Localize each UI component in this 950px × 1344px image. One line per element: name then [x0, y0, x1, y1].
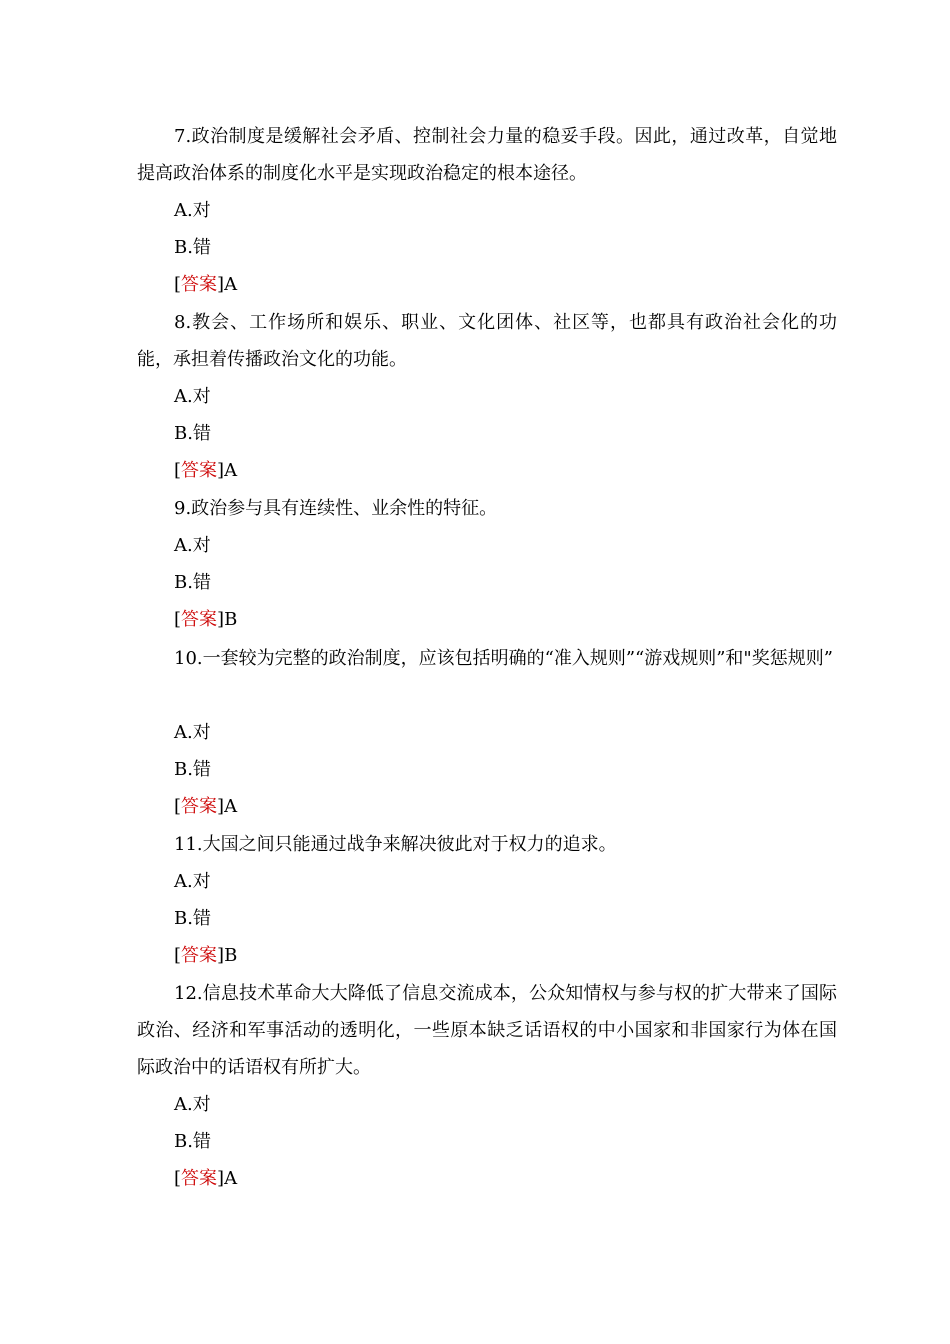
- answer-line: [答案]A: [174, 274, 238, 295]
- answer-label: 答案: [181, 274, 218, 295]
- option-a: A.对: [174, 722, 211, 743]
- option-a: A.对: [174, 200, 211, 221]
- option-b: B.错: [174, 908, 211, 929]
- question-text: 12.信息技术革命大大降低了信息交流成本，公众知情权与参与权的扩大带来了国际政治、经济和军事活动的透明化，一些原本缺乏话语权的中小国家和非国家行为体在国际政治中的话语权有所扩大。: [137, 983, 837, 1078]
- question-text: 7.政治制度是缓解社会矛盾、控制社会力量的稳妥手段。因此，通过改革，自觉地提高政治体系的制度化水平是实现政治稳定的根本途径。: [137, 126, 837, 184]
- answer-label: 答案: [181, 1168, 218, 1189]
- answer-value: B: [224, 609, 238, 630]
- option-a: A.对: [174, 386, 211, 407]
- option-a: A.对: [174, 1094, 211, 1115]
- option-b: B.错: [174, 423, 211, 444]
- option-a: A.对: [174, 535, 211, 556]
- question-text: 9.政治参与具有连续性、业余性的特征。: [174, 498, 498, 519]
- answer-value: A: [224, 1168, 238, 1189]
- option-b: B.错: [174, 759, 211, 780]
- question-text: 8.教会、工作场所和娱乐、职业、文化团体、社区等，也都具有政治社会化的功能，承担着传播政治文化的功能。: [137, 312, 837, 370]
- answer-value: A: [224, 796, 238, 817]
- answer-label: 答案: [181, 609, 218, 630]
- answer-value: B: [224, 945, 238, 966]
- answer-line: [答案]B: [174, 945, 238, 966]
- option-b: B.错: [174, 237, 211, 258]
- answer-line: [答案]A: [174, 1168, 238, 1189]
- answer-line: [答案]A: [174, 796, 238, 817]
- answer-line: [答案]B: [174, 609, 238, 630]
- answer-label: 答案: [181, 796, 218, 817]
- option-b: B.错: [174, 572, 211, 593]
- answer-value: A: [224, 274, 238, 295]
- question-text: 11.大国之间只能通过战争来解决彼此对于权力的追求。: [174, 834, 617, 855]
- answer-label: 答案: [181, 945, 218, 966]
- option-b: B.错: [174, 1131, 211, 1152]
- answer-line: [答案]A: [174, 460, 238, 481]
- option-a: A.对: [174, 871, 211, 892]
- answer-value: A: [224, 460, 238, 481]
- question-text: 10.一套较为完整的政治制度，应该包括明确的“准入规则”“游戏规则”和"奖惩规则”: [174, 648, 833, 669]
- answer-label: 答案: [181, 460, 218, 481]
